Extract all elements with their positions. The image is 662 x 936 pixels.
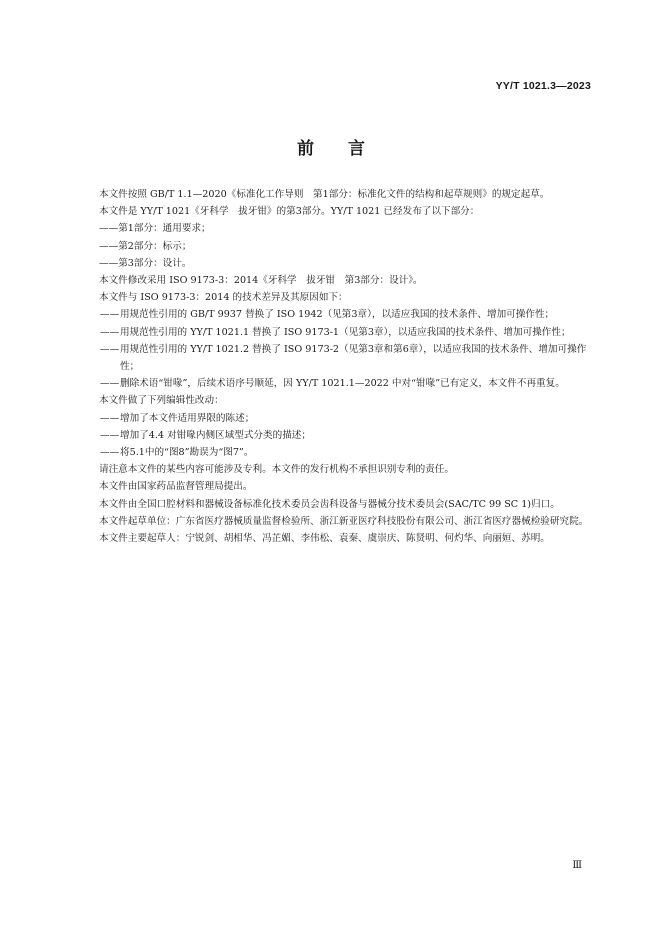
- list-item: ——第2部分：标示；: [99, 240, 192, 252]
- page-number: Ⅲ: [572, 860, 582, 871]
- list-item-text: 增加了本文件适用界限的陈述；: [120, 412, 255, 424]
- list-item-text: 用规范性引用的 YY/T 1021.1 替换了 ISO 9173-1（见第3章），以适应我国的技术条件、增加可操作性；: [120, 326, 571, 338]
- list-item: ——第3部分：设计。: [99, 257, 192, 269]
- paragraph-drafting-organizations: 本文件起草单位：广东省医疗器械质量监督检验所、浙江新亚医疗科技股份有限公司、浙江省医疗器械检验研究院。: [99, 515, 589, 527]
- list-item: ——第1部分：通用要求；: [99, 223, 211, 235]
- paragraph-drafters: 本文件主要起草人：宁锐剑、胡相华、冯芷媚、李伟松、袁秦、虞崇庆、陈贤明、何灼华、向丽姮、苏明。: [99, 533, 550, 545]
- list-item: [80, 427, 590, 444]
- dash-mark: ——: [100, 326, 120, 338]
- dash-mark: ——: [100, 343, 120, 355]
- parts-list: [80, 220, 590, 272]
- paragraph-drafting-basis: 本文件按照 GB/T 1.1—2020《标准化工作导则 第1部分：标准化文件的结构和起草规则》的规定起草。: [99, 189, 550, 200]
- page-title: 前言: [297, 139, 399, 159]
- paragraph-series-intro: 本文件是 YY/T 1021《牙科学 拔牙钳》的第3部分。YY/T 1021 已经发布了以下部分：: [99, 206, 480, 218]
- list-item: [80, 444, 590, 461]
- list-item-text: 增加了4.4 对钳喙内侧区域型式分类的描述；: [120, 429, 311, 441]
- list-item: [80, 410, 590, 427]
- paragraph-adoption: 本文件修改采用 ISO 9173-3：2014《牙科学 拔牙钳 第3部分：设计》。: [99, 275, 423, 287]
- paragraph-proposer: 本文件由国家药品监督管理局提出。: [99, 481, 253, 493]
- dash-mark: ——: [100, 309, 120, 321]
- list-item: [80, 341, 590, 375]
- list-item-text: 用规范性引用的 GB/T 9937 替换了 ISO 1942（见第3章），以适应我国的技术条件、增加可操作性；: [120, 309, 555, 321]
- list-item: [80, 306, 590, 323]
- paragraph-edits-intro: 本文件做了下列编辑性改动：: [99, 395, 224, 407]
- list-item-text: 将5.1中的“图8”勘误为“图7”。: [120, 447, 254, 459]
- list-item: [80, 324, 590, 341]
- paragraph-differences-intro: 本文件与 ISO 9173-3：2014 的技术差异及其原因如下：: [99, 292, 348, 304]
- list-item-text: 删除术语“钳喙”，后续术语序号顺延，因 YY/T 1021.1—2022 中对“钳喙”已有定义，本文件不再重复。: [120, 378, 565, 390]
- dash-mark: ——: [100, 378, 120, 390]
- edits-list: [80, 410, 590, 462]
- paragraph-patent-notice: 请注意本文件的某些内容可能涉及专利。本文件的发行机构不承担识别专利的责任。: [99, 464, 454, 476]
- list-item: [80, 375, 590, 392]
- foreword-body: [80, 186, 590, 547]
- dash-mark: ——: [100, 447, 120, 459]
- paragraph-responsible-committee: 本文件由全国口腔材料和器械设备标准化技术委员会齿科设备与器械分技术委员会(SAC/TC 99 SC 1)归口。: [99, 498, 560, 510]
- standard-code-header: YY/T 1021.3—2023: [495, 80, 591, 92]
- dash-mark: ——: [100, 412, 120, 424]
- differences-list: [80, 306, 590, 392]
- list-item-text: 用规范性引用的 YY/T 1021.2 替换了 ISO 9173-2（见第3章和第6章），以适应我国的技术条件、增加可操作性；: [120, 343, 587, 373]
- dash-mark: ——: [100, 429, 120, 441]
